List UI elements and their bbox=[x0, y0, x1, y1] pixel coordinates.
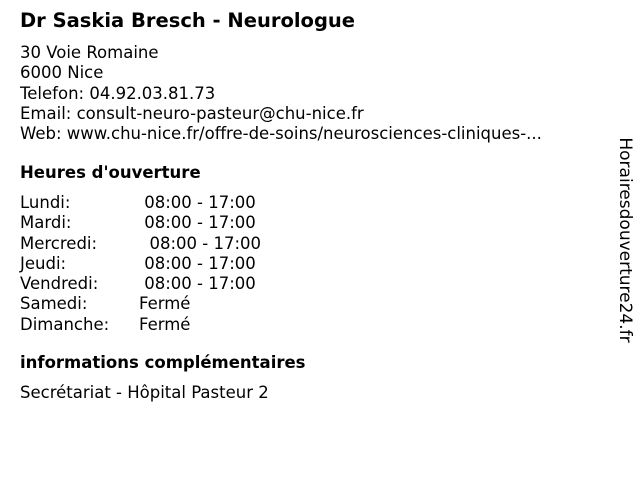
time-value: 08:00 - 17:00 bbox=[139, 233, 262, 253]
opening-hours-table bbox=[20, 193, 261, 335]
additional-info-text: Secrétariat - Hôpital Pasteur 2 bbox=[20, 383, 269, 402]
hours-row-monday bbox=[20, 193, 261, 213]
day-label: Jeudi: bbox=[20, 253, 67, 273]
site-watermark: Horairesdouverture24.fr bbox=[615, 137, 635, 343]
day-label: Dimanche: bbox=[20, 314, 110, 334]
opening-hours-heading: Heures d'ouverture bbox=[20, 163, 201, 182]
hours-row-tuesday bbox=[20, 213, 261, 233]
hours-row-wednesday bbox=[20, 234, 261, 254]
day-label: Vendredi: bbox=[20, 274, 99, 294]
day-label: Mardi: bbox=[20, 213, 72, 233]
time-value: Fermé bbox=[139, 294, 191, 314]
website-address: Web: www.chu-nice.fr/offre-de-soins/neurosciences-cliniques-... bbox=[20, 124, 542, 144]
hours-row-sunday bbox=[20, 315, 261, 335]
time-value: 08:00 - 17:00 bbox=[139, 193, 256, 212]
day-label: Mercredi: bbox=[20, 233, 98, 253]
city-address: 6000 Nice bbox=[20, 63, 104, 83]
hours-row-friday bbox=[20, 274, 261, 294]
time-value: 08:00 - 17:00 bbox=[139, 253, 256, 273]
hours-row-saturday bbox=[20, 294, 261, 314]
time-value: Fermé bbox=[139, 314, 191, 334]
hours-row-thursday bbox=[20, 254, 261, 274]
page-title: Dr Saskia Bresch - Neurologue bbox=[20, 9, 356, 32]
phone-number: Telefon: 04.92.03.81.73 bbox=[20, 83, 216, 103]
time-value: 08:00 - 17:00 bbox=[139, 213, 256, 233]
email-address: Email: consult-neuro-pasteur@chu-nice.fr bbox=[20, 103, 364, 123]
time-value: 08:00 - 17:00 bbox=[139, 274, 256, 294]
additional-info-heading: informations complémentaires bbox=[20, 353, 306, 372]
day-label: Samedi: bbox=[20, 294, 88, 314]
address-block bbox=[20, 43, 542, 144]
street-address: 30 Voie Romaine bbox=[20, 43, 159, 62]
day-label: Lundi: bbox=[20, 193, 71, 212]
